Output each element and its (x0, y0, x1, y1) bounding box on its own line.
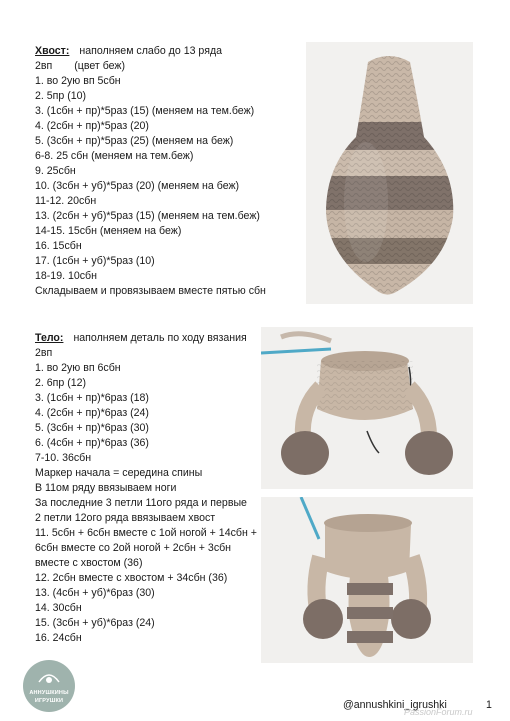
body-section (35, 331, 257, 646)
tail-note: наполняем слабо до 13 ряда (79, 45, 223, 57)
tail-title: Хвост: (35, 45, 70, 57)
body-note: наполняем деталь по ходу вязания (73, 332, 247, 344)
tail-row-line: 1. во 2ую вп 5сбн (35, 75, 121, 87)
body-row-line: Маркер начала = середина спины (35, 467, 203, 479)
body-row-line: В 11ом ряду ввязываем ноги (35, 482, 177, 494)
tail-row-line: 11-12. 20сбн (35, 195, 97, 207)
body-row-line: 3. (1сбн + пр)*6раз (18) (35, 392, 149, 404)
logo-text-line1: АННУШКИНЫ (29, 690, 69, 696)
body-row-line: 15. (3сбн + уб)*6раз (24) (35, 617, 155, 629)
tail-row-line: 3. (1сбн + пр)*5раз (15) (меняем на тем.беж) (35, 105, 255, 117)
body-row-line: 5. (3сбн + пр)*6раз (30) (35, 422, 149, 434)
body-row-line: 2вп (35, 347, 53, 359)
tail-row-line: 2. 5пр (10) (35, 90, 87, 102)
body-row-line: 4. (2сбн + пр)*6раз (24) (35, 407, 149, 419)
tail-row-line: 17. (1сбн + уб)*5раз (10) (35, 255, 155, 267)
tail-row-line: 16. 15сбн (35, 240, 82, 252)
body-rows (35, 346, 257, 646)
body-row-line: 12. 2сбн вместе с хвостом + 34сбн (36) (35, 572, 228, 584)
body-row-line: 2 петли 12ого ряда ввязываем хвост (35, 512, 216, 524)
tail-rows (35, 74, 266, 299)
body-title: Тело: (35, 332, 64, 344)
tail-chain: 2вп (35, 60, 53, 72)
tail-row-line: 4. (2сбн + пр)*5раз (20) (35, 120, 149, 132)
tail-row-line: 5. (3сбн + пр)*5раз (25) (меняем на беж) (35, 135, 234, 147)
tail-row-line: 14-15. 15сбн (меняем на беж) (35, 225, 182, 237)
tail-row-line: 10. (3сбн + уб)*5раз (20) (меняем на беж) (35, 180, 240, 192)
footer-watermark: PassionForum.ru (404, 707, 473, 717)
body-tail-photo (261, 497, 473, 663)
body-row-line: 13. (4сбн + уб)*6раз (30) (35, 587, 155, 599)
body-heading (35, 331, 257, 346)
tail-row-line: Складываем и провязываем вместе пятью сбн (35, 285, 266, 297)
body-row-line: 1. во 2ую вп 6сбн (35, 362, 121, 374)
body-row-line: 6сбн вместе со 2ой ногой + 2сбн + 3сбн (35, 542, 232, 554)
tail-row-line: 13. (2сбн + уб)*5раз (15) (меняем на тем.беж) (35, 210, 260, 222)
body-row-line: вместе с хвостом (36) (35, 557, 143, 569)
logo-text-line2: ИГРУШКИ (34, 698, 64, 704)
tail-section (35, 44, 266, 299)
body-row-line: 2. 6пр (12) (35, 377, 87, 389)
body-row-line: 14. 30сбн (35, 602, 82, 614)
tail-photo (306, 42, 473, 304)
tail-chain-row (35, 59, 266, 74)
tail-row-line: 18-19. 10сбн (35, 270, 97, 282)
footer-handle: @annushkini_igrushki (343, 699, 447, 711)
tail-heading (35, 44, 266, 59)
brand-logo (23, 660, 75, 712)
body-legs-photo (261, 327, 473, 489)
tail-row-line: 6-8. 25 сбн (меняем на тем.беж) (35, 150, 194, 162)
tail-color-note: (цвет беж) (74, 60, 126, 72)
body-row-line: 16. 24сбн (35, 632, 82, 644)
body-row-line: 7-10. 36сбн (35, 452, 92, 464)
page-number: 1 (486, 699, 492, 711)
body-row-line: За последние 3 петли 11ого ряда и первые (35, 497, 247, 509)
body-row-line: 11. 5сбн + 6сбн вместе с 1ой ногой + 14сбн + (35, 527, 257, 539)
tail-row-line: 9. 25сбн (35, 165, 76, 177)
body-row-line: 6. (4сбн + пр)*6раз (36) (35, 437, 149, 449)
